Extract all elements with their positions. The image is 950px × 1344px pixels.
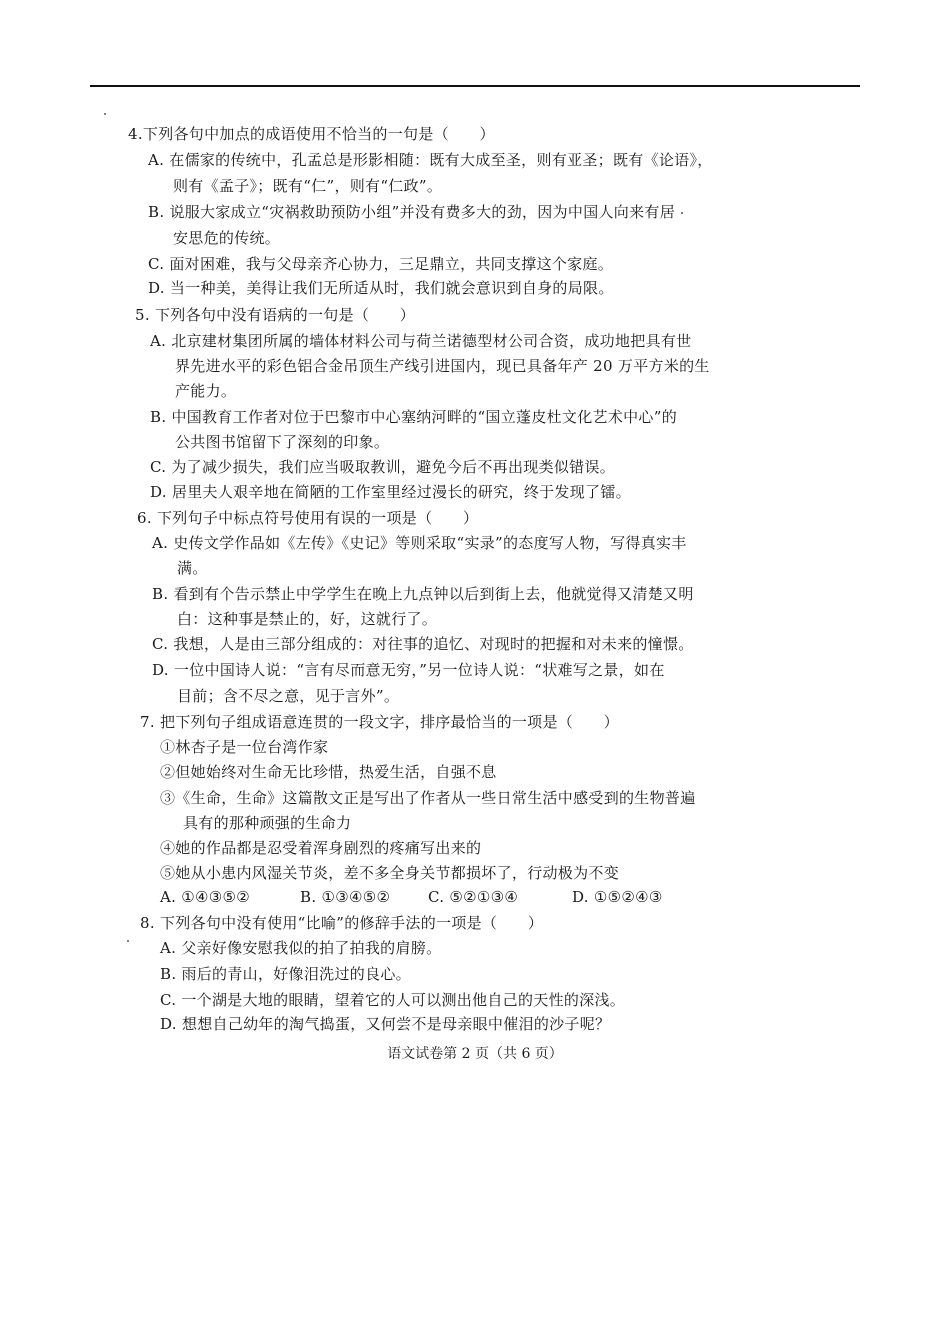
question-4-option-c: C. 面对困难，我与父母亲齐心协力，三足鼎立，共同支撑这个家庭。	[148, 255, 614, 273]
question-4-option-a-cont: 则有《孟子》；既有“仁”，则有“仁政”。	[173, 177, 443, 195]
page-footer: 语文试卷第 2 页（共 6 页）	[387, 1046, 563, 1062]
question-6-option-d-cont: 目前；含不尽之意，见于言外”。	[177, 687, 400, 705]
question-7-sentence-3: ③《生命，生命》这篇散文正是写出了作者从一些日常生活中感受到的生物普遍	[160, 789, 696, 807]
question-7-option-b: B. ①③④⑤②	[300, 888, 391, 906]
header-rule	[90, 85, 860, 87]
question-5-option-b: B. 中国教育工作者对位于巴黎市中心塞纳河畔的“国立蓬皮杜文化艺术中心”的	[150, 408, 677, 426]
question-5-stem: 5. 下列各句中没有语病的一句是（ ）	[135, 306, 416, 324]
question-4-option-a: A. 在儒家的传统中，孔孟总是形影相随：既有大成至圣，则有亚圣；既有《论语》，	[148, 151, 713, 169]
question-7-sentence-4: ④她的作品都是忍受着浑身剧烈的疼痛写出来的	[160, 839, 482, 857]
question-8-stem: 8. 下列各句中没有使用“比喻”的修辞手法的一项是（ ）	[140, 914, 544, 932]
question-5-option-b-cont: 公共图书馆留下了深刻的印象。	[175, 433, 390, 451]
question-5-option-d: D. 居里夫人艰辛地在简陋的工作室里经过漫长的研究，终于发现了镭。	[150, 483, 631, 501]
question-6-option-b: B. 看到有个告示禁止中学学生在晚上九点钟以后到街上去，他就觉得又清楚又明	[152, 585, 694, 603]
scan-speck	[104, 113, 106, 115]
question-5-option-a-cont1: 界先进水平的彩色铝合金吊顶生产线引进国内，现已具备年产 20 万平方米的生	[175, 357, 710, 375]
question-7-sentence-3-cont: 具有的那种顽强的生命力	[183, 814, 352, 832]
question-5-option-c: C. 为了减少损失，我们应当吸取教训，避免今后不再出现类似错误。	[150, 458, 616, 476]
question-4-option-b-cont: 安思危的传统。	[173, 229, 281, 247]
question-5-option-a-cont2: 产能力。	[175, 382, 237, 400]
question-6-option-a: A. 史传文学作品如《左传》《史记》等则采取“实录”的态度写人物，写得真实丰	[152, 534, 687, 552]
question-8-option-d: D. 想想自己幼年的淘气捣蛋，又何尝不是母亲眼中催泪的沙子呢？	[160, 1015, 611, 1033]
question-6-option-b-cont: 白：这种事是禁止的，好，这就行了。	[177, 610, 438, 628]
question-7-option-a: A. ①④③⑤②	[160, 888, 251, 906]
question-5-option-a: A. 北京建材集团所属的墙体材料公司与荷兰诺德型材公司合资，成功地把具有世	[150, 332, 692, 350]
question-7-sentence-1: ①林杏子是一位台湾作家	[160, 738, 329, 756]
question-4-option-b: B. 说服大家成立“灾祸救助预防小组”并没有费多大的劲，因为中国人向来有居	[148, 203, 675, 221]
question-6-option-c: C. 我想，人是由三部分组成的：对往事的追忆、对现时的把握和对未来的憧憬。	[152, 635, 694, 653]
question-7-option-c: C. ⑤②①③④	[428, 888, 519, 906]
question-4-stem: 4.下列各句中加点的成语使用不恰当的一句是（ ）	[128, 125, 495, 143]
question-6-stem: 6. 下列句子中标点符号使用有误的一项是（ ）	[137, 509, 479, 527]
question-7-sentence-5: ⑤她从小患内风湿关节炎，差不多全身关节都损坏了，行动极为不变	[160, 864, 620, 882]
scan-speck	[681, 212, 683, 214]
question-6-option-d: D. 一位中国诗人说：“言有尽而意无穷，”另一位诗人说：“状难写之景，如在	[152, 661, 665, 679]
scan-speck	[127, 940, 129, 942]
question-4-option-d: D. 当一种美，美得让我们无所适从时，我们就会意识到自身的局限。	[148, 279, 614, 297]
question-7-stem: 7. 把下列句子组成语意连贯的一段文字，排序最恰当的一项是（ ）	[140, 713, 619, 731]
question-6-option-a-cont: 满。	[177, 559, 208, 577]
question-8-option-a: A. 父亲好像安慰我似的拍了拍我的肩膀。	[160, 939, 442, 957]
question-7-option-d: D. ①⑤②④③	[572, 888, 663, 906]
question-8-option-b: B. 雨后的青山，好像泪洗过的良心。	[160, 965, 411, 983]
question-7-sentence-2: ②但她始终对生命无比珍惜，热爱生活，自强不息	[160, 763, 497, 781]
question-8-option-c: C. 一个湖是大地的眼睛，望着它的人可以测出他自己的天性的深浅。	[160, 991, 626, 1009]
